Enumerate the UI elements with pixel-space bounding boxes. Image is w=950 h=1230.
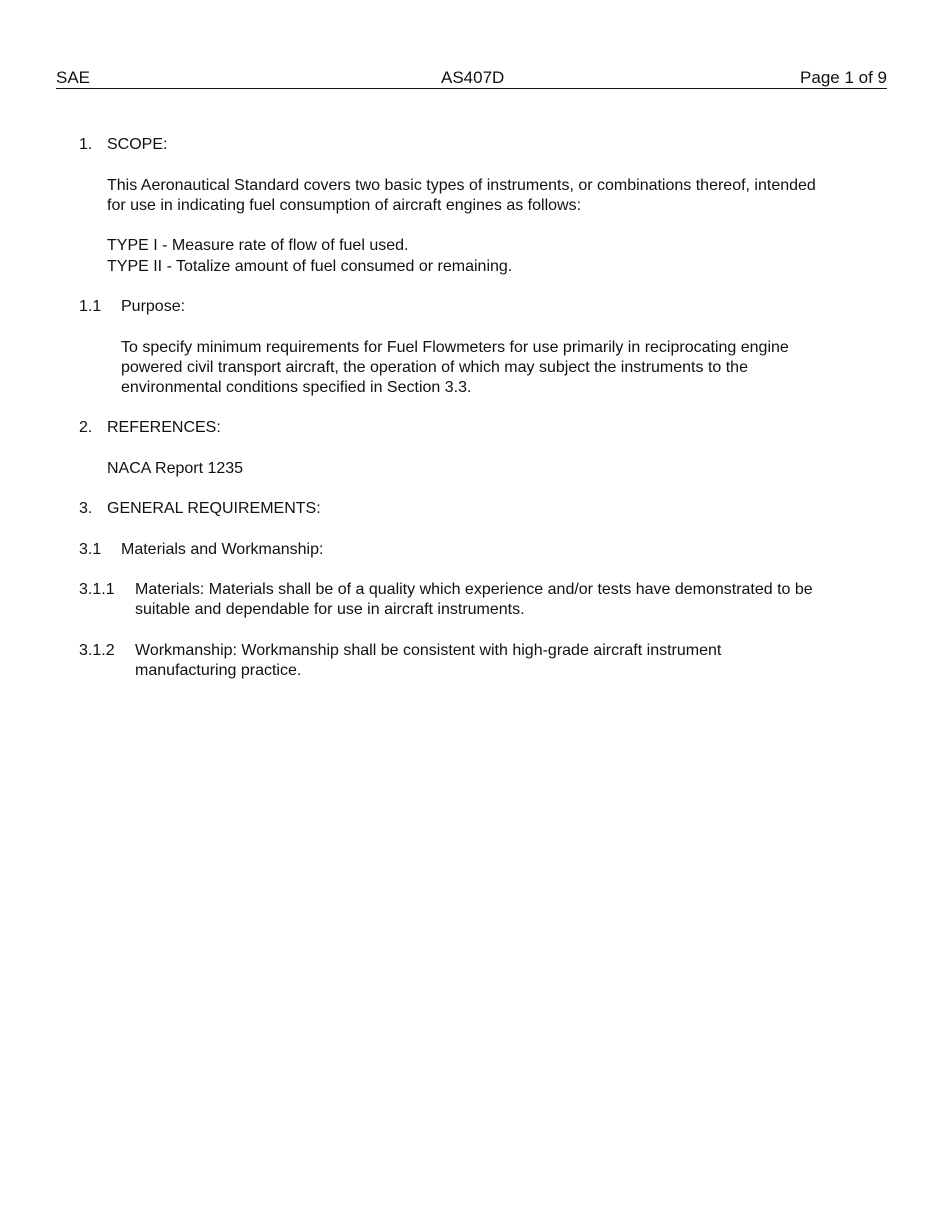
section-number: 3.1.2: [79, 642, 115, 659]
section-heading: GENERAL REQUIREMENTS:: [107, 500, 321, 517]
header-document-id: AS407D: [441, 68, 505, 87]
section-number: 1.1: [79, 298, 102, 315]
header-page-number: Page 1 of 9: [800, 68, 887, 87]
paragraph-line: Materials: Materials shall be of a quality which experience and/or tests have demonstrated to be: [135, 581, 813, 598]
paragraph-line: powered civil transport aircraft, the operation of which may subject the instruments to the: [121, 359, 748, 376]
section-heading: Purpose:: [121, 298, 186, 315]
paragraph-line: Workmanship: Workmanship shall be consistent with high-grade aircraft instrument: [135, 642, 722, 659]
section-heading: Materials and Workmanship:: [121, 541, 324, 558]
section-number: 3.: [79, 500, 93, 517]
section-number: 1.: [79, 136, 93, 153]
paragraph-line: environmental conditions specified in Section 3.3.: [121, 379, 472, 396]
page-header: [56, 68, 887, 89]
section-number: 2.: [79, 419, 93, 436]
section-heading: SCOPE:: [107, 136, 168, 153]
paragraph-line: for use in indicating fuel consumption of aircraft engines as follows:: [107, 197, 582, 214]
section-number: 3.1.1: [79, 581, 115, 598]
paragraph-line: This Aeronautical Standard covers two basic types of instruments, or combinations thereof, intended: [107, 177, 816, 194]
paragraph-line: To specify minimum requirements for Fuel Flowmeters for use primarily in reciprocating engine: [121, 339, 789, 356]
paragraph-line: manufacturing practice.: [135, 662, 302, 679]
header-organization: SAE: [56, 68, 91, 87]
type-definition: TYPE II - Totalize amount of fuel consumed or remaining.: [107, 258, 513, 275]
paragraph-line: suitable and dependable for use in aircraft instruments.: [135, 601, 525, 618]
section-heading: REFERENCES:: [107, 419, 221, 436]
section-number: 3.1: [79, 541, 102, 558]
reference-item: NACA Report 1235: [107, 460, 244, 477]
type-definition: TYPE I - Measure rate of flow of fuel used.: [107, 237, 409, 254]
